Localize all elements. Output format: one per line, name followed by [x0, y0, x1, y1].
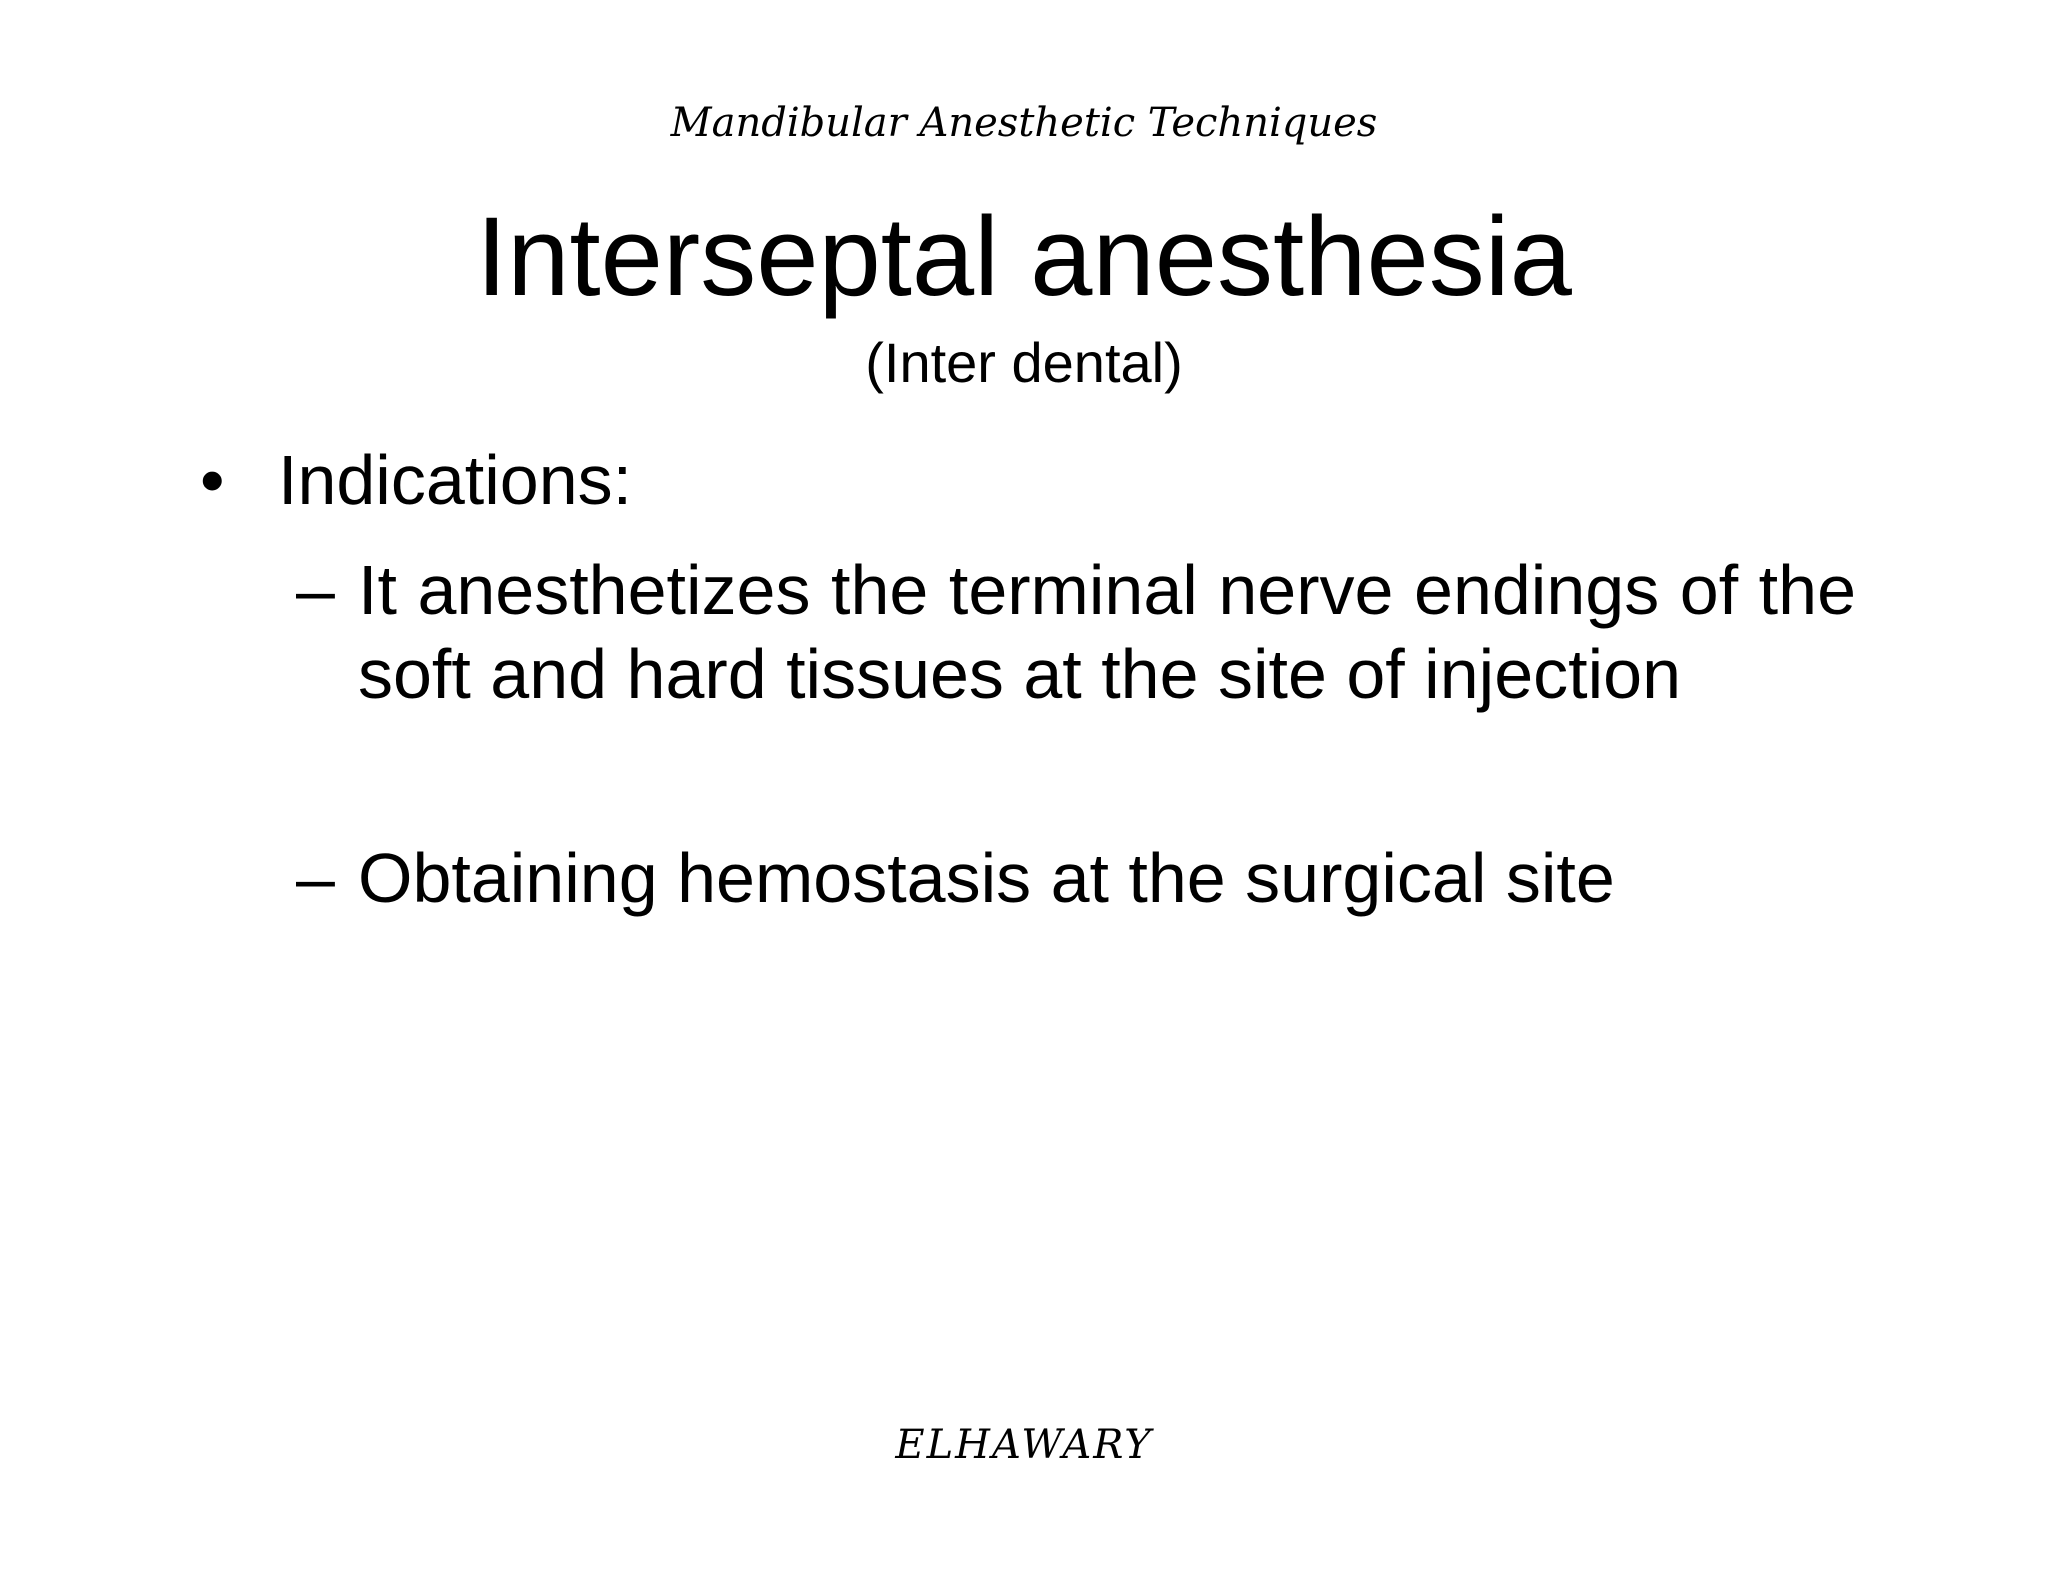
slide-header: Mandibular Anesthetic Techniques: [670, 100, 1378, 146]
slide-title: Interseptal anesthesia: [476, 194, 1572, 319]
subitem-terminal-nerve: [296, 548, 1856, 716]
slide-footer: ELHAWARY: [895, 1422, 1153, 1468]
subitem-text: Obtaining hemostasis at the surgical site: [358, 839, 1615, 917]
subitem-dash: –: [296, 551, 335, 629]
bullet-marker: •: [200, 441, 225, 519]
bullet-label: Indications:: [278, 441, 633, 519]
subitem-hemostasis: [296, 836, 1856, 920]
slide-subtitle: (Inter dental): [865, 331, 1183, 394]
subitem-dash: –: [296, 839, 335, 917]
bullet-indications: [200, 438, 632, 522]
subitem-text: It anesthetizes the terminal nerve endings of the soft and hard tissues at the site of injection: [358, 551, 1856, 713]
